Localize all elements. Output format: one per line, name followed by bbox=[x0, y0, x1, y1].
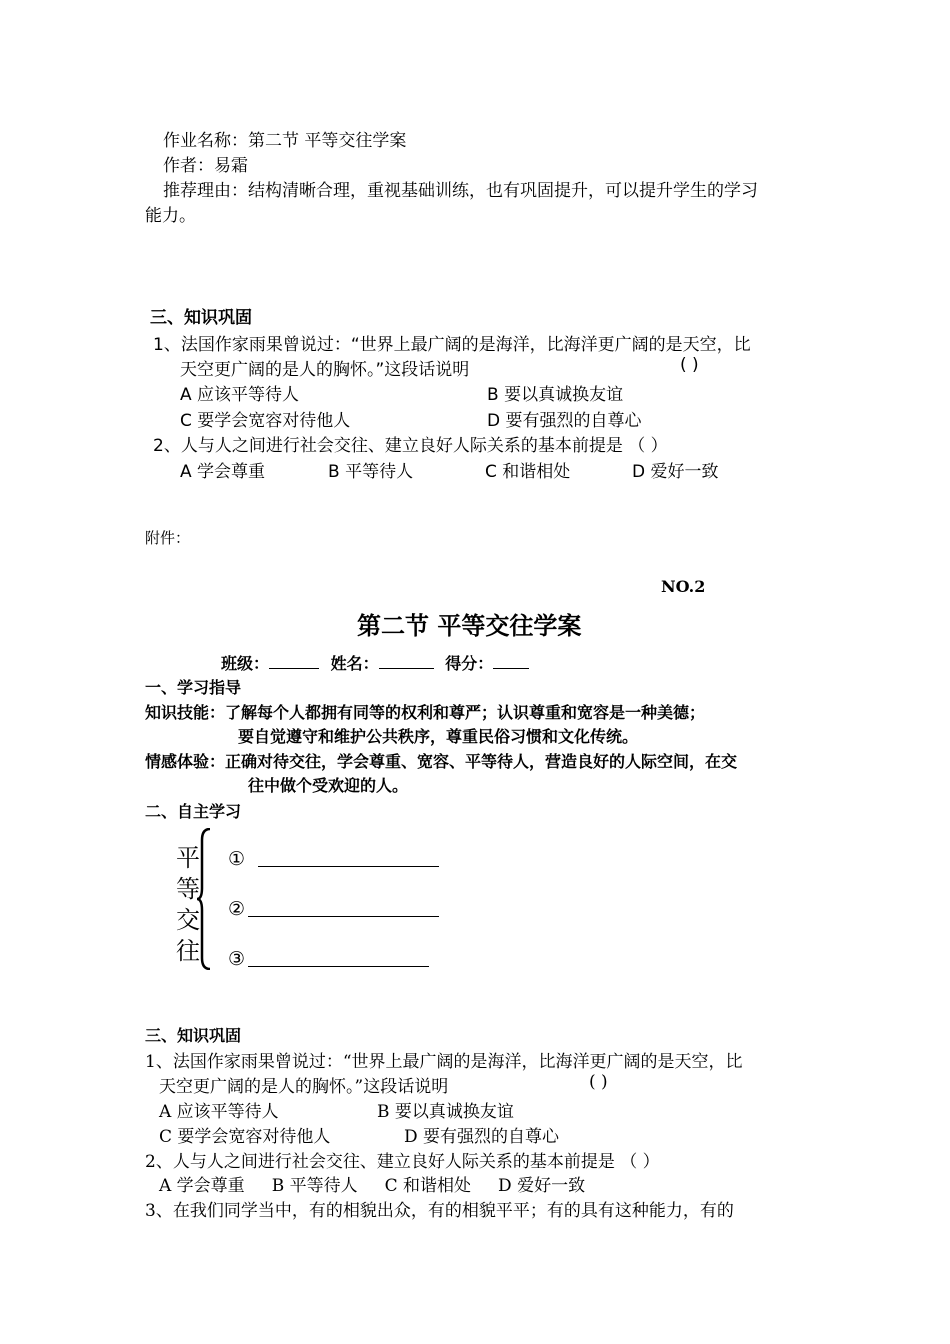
blank-line-1[interactable] bbox=[258, 866, 439, 867]
item-marker-2: ② bbox=[228, 898, 246, 920]
preview-q1-line2: 天空更广阔的是人的胸怀。”这段话说明 bbox=[180, 360, 470, 380]
work-name: 作业名称：第二节 平等交往学案 bbox=[163, 131, 407, 151]
q3-line: 3、在我们同学当中，有的相貌出众，有的相貌平平；有的具有这种能力，有的 bbox=[145, 1201, 734, 1221]
preview-q2-option-d: D 爱好一致 bbox=[632, 462, 719, 482]
item-marker-1: ① bbox=[228, 848, 246, 870]
blank-line-2[interactable] bbox=[248, 916, 439, 917]
vertical-char-1: 平 bbox=[176, 844, 200, 872]
q2-options: A 学会尊重 B 平等待人 C 和谐相处 D 爱好一致 bbox=[159, 1176, 586, 1196]
preview-q1-option-d: D 要有强烈的自尊心 bbox=[487, 411, 642, 431]
class-label: 班级： bbox=[221, 654, 270, 673]
class-field[interactable] bbox=[269, 652, 319, 669]
preview-q2-line: 2、人与人之间进行社会交往、建立良好人际关系的基本前提是 （ ） bbox=[153, 436, 668, 456]
preview-q1-option-b: B 要以真诚换友谊 bbox=[487, 385, 624, 405]
blank-line-3[interactable] bbox=[248, 966, 429, 967]
q1-answer-paren: ( ) bbox=[589, 1072, 608, 1092]
section3-title: 三、知识巩固 bbox=[145, 1026, 242, 1045]
vertical-char-2: 等 bbox=[176, 875, 200, 903]
preview-q2-option-c: C 和谐相处 bbox=[485, 462, 571, 482]
vertical-char-3: 交 bbox=[176, 906, 200, 934]
preview-q1-answer-paren: ( ) bbox=[680, 355, 699, 375]
vertical-char-4: 往 bbox=[176, 937, 200, 965]
info-row bbox=[221, 651, 529, 674]
section2-title: 二、自主学习 bbox=[145, 802, 242, 821]
q1-option-c: C 要学会宽容对待他人 bbox=[159, 1127, 331, 1147]
author: 作者：易霜 bbox=[163, 156, 248, 176]
q1-line2: 天空更广阔的是人的胸怀。”这段话说明 bbox=[159, 1077, 449, 1097]
recommend-reason-line1: 推荐理由：结构清晰合理，重视基础训练，也有巩固提升，可以提升学生的学习 bbox=[163, 181, 758, 201]
item-marker-3: ③ bbox=[228, 948, 246, 970]
preview-q1-option-a: A 应该平等待人 bbox=[180, 385, 300, 405]
recommend-reason-line2: 能力。 bbox=[145, 206, 196, 226]
q2-line: 2、人与人之间进行社会交往、建立良好人际关系的基本前提是 （ ） bbox=[145, 1152, 660, 1172]
doc-number: NO.2 bbox=[661, 577, 706, 596]
doc-title: 第二节 平等交往学案 bbox=[357, 611, 582, 640]
emotion-line1: 情感体验：正确对待交往，学会尊重、宽容、平等待人，营造良好的人际空间，在交 bbox=[145, 752, 738, 771]
preview-section-title: 三、知识巩固 bbox=[150, 308, 252, 328]
q1-option-a: A 应该平等待人 bbox=[159, 1102, 279, 1122]
emotion-line2: 往中做个受欢迎的人。 bbox=[248, 776, 409, 795]
q1-line1: 1、法国作家雨果曾说过：“世界上最广阔的是海洋，比海洋更广阔的是天空，比 bbox=[145, 1052, 743, 1072]
q1-option-d: D 要有强烈的自尊心 bbox=[404, 1127, 560, 1147]
attachment-label: 附件： bbox=[145, 529, 191, 547]
name-field[interactable] bbox=[379, 652, 434, 669]
section1-title: 一、学习指导 bbox=[145, 678, 242, 697]
q1-option-b: B 要以真诚换友谊 bbox=[377, 1102, 514, 1122]
preview-q1-option-c: C 要学会宽容对待他人 bbox=[180, 411, 351, 431]
preview-q2-option-b: B 平等待人 bbox=[328, 462, 414, 482]
curly-brace-icon bbox=[196, 828, 212, 970]
score-field[interactable] bbox=[493, 652, 529, 669]
preview-q1-line1: 1、法国作家雨果曾说过：“世界上最广阔的是海洋，比海洋更广阔的是天空，比 bbox=[153, 335, 751, 355]
score-label: 得分： bbox=[445, 654, 494, 673]
skill-line2: 要自觉遵守和维护公共秩序，尊重民俗习惯和文化传统。 bbox=[238, 727, 639, 746]
name-label: 姓名： bbox=[330, 654, 379, 673]
skill-line1: 知识技能：了解每个人都拥有同等的权利和尊严；认识尊重和宽容是一种美德； bbox=[145, 703, 706, 722]
preview-q2-option-a: A 学会尊重 bbox=[180, 462, 266, 482]
